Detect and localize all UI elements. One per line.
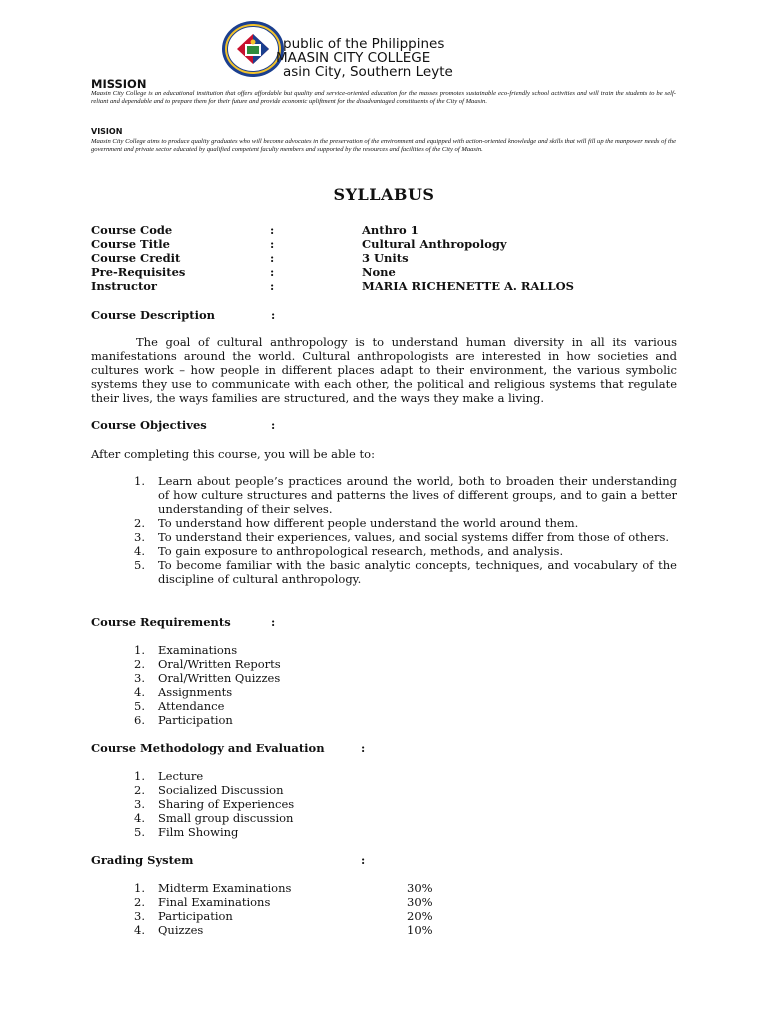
info-colon: : (270, 237, 275, 251)
item-number: 6. (134, 713, 145, 727)
item-text: To become familiar with the basic analytic concepts, techniques, and vocabulary of the discipline of cultural anthropology. (158, 558, 677, 586)
list-item (134, 474, 677, 516)
item-number: 1. (134, 769, 145, 783)
item-number: 2. (134, 657, 145, 671)
info-value: Anthro 1 (362, 223, 419, 237)
section-colon: : (271, 308, 276, 322)
info-label: Course Code (91, 223, 173, 237)
list-item (134, 881, 454, 895)
section-colon: : (361, 741, 366, 755)
header-college-name: MAASIN CITY COLLEGE (276, 50, 431, 66)
item-text: Small group discussion (158, 811, 294, 825)
item-percent: 30% (407, 881, 433, 895)
list-item (134, 811, 294, 825)
section-heading-methodology (91, 741, 366, 755)
info-label: Course Title (91, 237, 170, 251)
item-number: 2. (134, 783, 145, 797)
info-value: None (362, 265, 396, 279)
list-item (134, 783, 294, 797)
list-item (134, 797, 294, 811)
item-percent: 20% (407, 909, 433, 923)
item-text: Film Showing (158, 825, 239, 839)
requirements-list (134, 643, 281, 727)
section-heading-requirements (91, 615, 276, 629)
item-text: To understand how different people understand the world around them. (158, 516, 579, 530)
item-text: Participation (158, 909, 233, 923)
item-number: 4. (134, 811, 145, 825)
vision-heading: VISION (91, 127, 123, 136)
mission-heading: MISSION (91, 77, 147, 91)
section-heading-grading (91, 853, 366, 867)
college-seal-logo (221, 20, 285, 78)
item-number: 3. (134, 797, 145, 811)
item-percent: 30% (407, 895, 433, 909)
section-label: Grading System (91, 853, 194, 867)
list-item (134, 671, 281, 685)
item-text: Lecture (158, 769, 204, 783)
info-colon: : (270, 223, 275, 237)
item-number: 5. (134, 558, 145, 572)
item-text: Attendance (158, 699, 225, 713)
section-colon: : (271, 418, 276, 432)
item-number: 1. (134, 643, 145, 657)
list-item (134, 909, 454, 923)
section-heading-description (91, 308, 276, 322)
item-text: Socialized Discussion (158, 783, 284, 797)
info-value: MARIA RICHENETTE A. RALLOS (362, 279, 574, 293)
list-item (134, 769, 294, 783)
item-percent: 10% (407, 923, 433, 937)
list-item (134, 516, 677, 530)
section-colon: : (271, 615, 276, 629)
item-number: 4. (134, 685, 145, 699)
section-label: Course Requirements (91, 615, 231, 629)
item-number: 1. (134, 881, 145, 895)
item-text: Quizzes (158, 923, 204, 937)
section-label: Course Methodology and Evaluation (91, 741, 325, 755)
methodology-list (134, 769, 294, 839)
list-item (134, 657, 281, 671)
item-text: Oral/Written Reports (158, 657, 281, 671)
item-number: 1. (134, 474, 145, 488)
item-text: Final Examinations (158, 895, 271, 909)
list-item (134, 895, 454, 909)
item-number: 5. (134, 699, 145, 713)
objectives-intro: After completing this course, you will be able to: (91, 447, 375, 461)
item-text: To gain exposure to anthropological research, methods, and analysis. (158, 544, 564, 558)
item-text: Participation (158, 713, 233, 727)
item-text: Sharing of Experiences (158, 797, 295, 811)
list-item (134, 530, 677, 544)
item-number: 4. (134, 923, 145, 937)
info-colon: : (270, 251, 275, 265)
list-item (134, 923, 454, 937)
item-number: 3. (134, 530, 145, 544)
objectives-list (134, 474, 677, 586)
item-number: 2. (134, 895, 145, 909)
list-item (134, 713, 281, 727)
info-value: Cultural Anthropology (362, 237, 507, 251)
item-text: Assignments (158, 685, 233, 699)
section-label: Course Description (91, 308, 215, 322)
grading-list (134, 881, 454, 937)
list-item (134, 825, 294, 839)
header-republic: public of the Philippines (283, 36, 445, 52)
info-label: Pre-Requisites (91, 265, 186, 279)
item-text: Midterm Examinations (158, 881, 292, 895)
list-item (134, 685, 281, 699)
info-value: 3 Units (362, 251, 409, 265)
list-item (134, 699, 281, 713)
list-item (134, 558, 677, 586)
item-number: 2. (134, 516, 145, 530)
info-label: Course Credit (91, 251, 181, 265)
info-colon: : (270, 279, 275, 293)
item-text: Oral/Written Quizzes (158, 671, 281, 685)
item-text: Learn about people’s practices around the world, both to broaden their understanding of how culture structures and patterns the lives of different groups, and to gain a better understanding of their selves. (158, 474, 677, 516)
item-number: 5. (134, 825, 145, 839)
item-number: 3. (134, 671, 145, 685)
header-location: asin City, Southern Leyte (283, 64, 453, 80)
item-text: To understand their experiences, values, and social systems differ from those of others. (158, 530, 670, 544)
syllabus-title: SYLLABUS (333, 185, 435, 204)
info-label: Instructor (91, 279, 157, 293)
info-colon: : (270, 265, 275, 279)
item-text: Examinations (158, 643, 238, 657)
mission-text: Maasin City College is an educational institution that offers affordable but quality and service-oriented education for the masses promotes sustainable eco-friendly school activities and will train the students to be self-reliant and dependable and to prepare them for their future and provide economic upliftment for the disadvantaged constituents of the City of Maasin. (91, 90, 676, 106)
section-heading-objectives (91, 418, 276, 432)
item-number: 4. (134, 544, 145, 558)
vision-text: Maasin City College aims to produce quality graduates who will become advocates in the preservation of the environment and equipped with action-oriented knowledge and skills that will fill up the manpower needs of the government and private sector educated by qualified competent faculty members and supported by the resources and facilities of the City of Maasin. (91, 138, 676, 154)
list-item (134, 643, 281, 657)
section-label: Course Objectives (91, 418, 207, 432)
section-colon: : (361, 853, 366, 867)
course-description-text: The goal of cultural anthropology is to understand human diversity in all its various manifestations around the world. Cultural anthropologists are interested in how societies and cultures work – how people in different places adapt to their environment, the various symbolic systems they use to communicate with each other, the political and religious systems that regulate their lives, the ways families are structured, and the ways they make a living. (91, 335, 677, 405)
list-item (134, 544, 677, 558)
item-number: 3. (134, 909, 145, 923)
